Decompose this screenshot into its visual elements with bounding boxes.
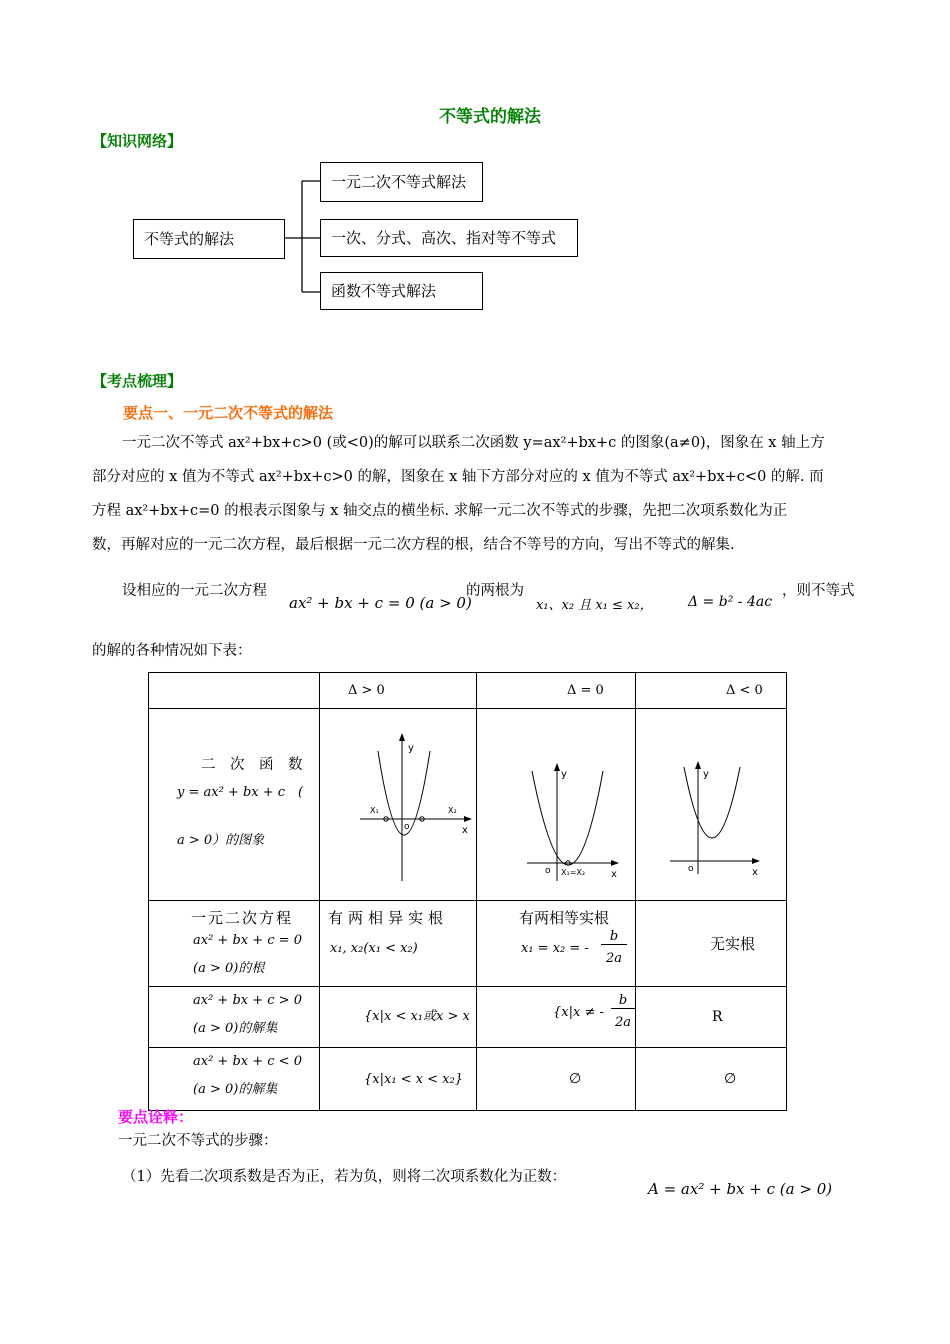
gt-solution-double-root <box>477 987 636 1048</box>
graph-cell-double-root <box>477 709 636 901</box>
row-label-gt <box>149 987 320 1048</box>
x-arrow <box>611 860 619 866</box>
row2-label-b: ax² + bx + c = 0 <box>193 933 302 948</box>
notes-line2-equation: A = ax² + bx + c (a > 0) <box>648 1180 833 1198</box>
branch-label-2: 一次、分式、高次、指对等不等式 <box>331 228 557 247</box>
frac-den: 2a <box>605 951 623 966</box>
para2-delta: Δ = b² - 4ac <box>688 594 773 610</box>
row3-c2: {x|x ≠ - <box>553 1005 604 1020</box>
row2-c1-b: x₁, x₂(x₁ < x₂) <box>330 941 418 956</box>
row-label-lt <box>149 1048 320 1111</box>
row4-c2: ∅ <box>569 1071 582 1087</box>
root-label: 不等式的解法 <box>144 229 235 248</box>
row2-c2-b: x₁ = x₂ = - <box>521 941 589 956</box>
row3-label-b: (a > 0)的解集 <box>193 1021 278 1036</box>
x-label: x <box>611 869 617 880</box>
para2-equation: ax² + bx + c = 0 (a > 0) <box>289 594 472 612</box>
para2-suffix: ，则不等式 <box>782 583 855 599</box>
frac-num-2: b <box>611 993 635 1009</box>
page-title: 不等式的解法 <box>439 107 541 127</box>
notes-line1: 一元二次不等式的步骤： <box>118 1133 278 1149</box>
lt-solution-no-root <box>636 1048 787 1111</box>
row4-label-b: (a > 0)的解集 <box>193 1082 278 1097</box>
table-row-graphs <box>149 709 787 901</box>
graph-no-root <box>636 709 786 896</box>
header-delta-negative: Δ < 0 <box>636 673 787 709</box>
header-delta-zero: Δ = 0 <box>477 673 636 709</box>
tree-connectors <box>0 0 950 340</box>
y-arrow <box>554 763 560 771</box>
graph-two-roots <box>320 709 476 896</box>
origin-label: o <box>688 864 694 874</box>
row2-c3: 无实根 <box>710 935 756 953</box>
y-arrow <box>695 761 701 769</box>
y-arrow <box>399 733 405 741</box>
roots-none <box>636 901 787 987</box>
exam-points-heading: 【考点梳理】 <box>92 372 183 390</box>
x-arrow <box>464 816 472 822</box>
lt-solution-double-root <box>477 1048 636 1111</box>
row-label-graph <box>149 709 320 901</box>
header-empty <box>149 673 320 709</box>
branch-label-3: 函数不等式解法 <box>331 281 437 300</box>
para2-prefix: 设相应的一元二次方程 <box>122 583 267 599</box>
table-row-lt-solution <box>149 1048 787 1111</box>
gt-solution-two-roots <box>320 987 477 1048</box>
roots-double <box>477 901 636 987</box>
para3: 的解的各种情况如下表： <box>92 643 252 659</box>
notes-heading: 要点诠释： <box>118 1108 194 1126</box>
y-label: y <box>561 769 567 780</box>
roots-two-distinct <box>320 901 477 987</box>
row1-label-c: a > 0）的图象 <box>177 833 265 848</box>
parabola-curve <box>532 771 603 865</box>
row-label-roots <box>149 901 320 987</box>
row4-c1: {x|x₁ < x < x₂} <box>364 1071 463 1087</box>
row1-label-a: 二 次 函 数 <box>201 757 303 773</box>
y-label: y <box>408 743 414 754</box>
row3-c3: R <box>712 1009 723 1025</box>
x12-label: X₁=X₂ <box>561 868 586 877</box>
x-label: x <box>752 867 758 878</box>
frac-den-2: 2a <box>614 1015 632 1030</box>
para1-line4: 数，再解对应的一元二次方程，最后根据一元二次方程的根，结合不等号的方向，写出不等式的解集. <box>92 537 735 553</box>
x2-label: X₂ <box>448 806 457 815</box>
x-arrow <box>752 858 760 864</box>
point1-heading: 要点一、一元二次不等式的解法 <box>123 404 334 422</box>
x-label: x <box>462 825 468 836</box>
row2-label-c: (a > 0)的根 <box>193 961 265 976</box>
row4-c3: ∅ <box>724 1071 737 1087</box>
knowledge-network-heading: 【知识网络】 <box>92 132 183 150</box>
graph-double-root <box>477 709 635 896</box>
table-header-row <box>149 673 787 709</box>
table-row-roots <box>149 901 787 987</box>
origin-label: o <box>545 866 551 876</box>
row2-c2-a: 有两相等实根 <box>519 909 610 927</box>
header-delta-positive: Δ > 0 <box>320 673 477 709</box>
lt-solution-two-roots <box>320 1048 477 1111</box>
gt-solution-no-root <box>636 987 787 1048</box>
paragraph-1 <box>92 426 872 562</box>
row2-label-a: 一元二次方程 <box>191 909 294 927</box>
parabola-curve <box>684 767 740 838</box>
para2-mid: 的两根为 <box>466 583 524 599</box>
para1-line2: 部分对应的 x 值为不等式 ax²+bx+c>0 的解，图象在 x 轴下方部分对应的 x 值为不等式 ax²+bx+c<0 的解. 而 <box>92 469 824 485</box>
table-row-gt-solution <box>149 987 787 1048</box>
row2-c1-a: 有两相异实根 <box>328 909 449 927</box>
frac-num: b <box>601 929 627 945</box>
row3-c1: {x|x < x₁或x > x <box>364 1009 470 1024</box>
para1-line3: 方程 ax²+bx+c=0 的根表示图象与 x 轴交点的横坐标. 求解一元二次不等式的步骤，先把二次项系数化为正 <box>92 503 788 519</box>
row4-label-a: ax² + bx + c < 0 <box>193 1054 302 1069</box>
row3-label-a: ax² + bx + c > 0 <box>193 993 302 1008</box>
solution-table <box>148 672 787 1111</box>
graph-cell-two-roots <box>320 709 477 901</box>
branch-label-1: 一元二次不等式解法 <box>331 172 467 191</box>
graph-cell-no-root <box>636 709 787 901</box>
row1-label-b: y = ax² + bx + c ( <box>177 785 304 800</box>
origin-label: o <box>404 822 410 832</box>
x1-label: X₁ <box>370 806 379 815</box>
y-label: y <box>703 769 709 780</box>
para2-roots: x₁、x₂ 且 x₁ ≤ x₂， <box>536 598 653 613</box>
notes-line2: （1）先看二次项系数是否为正，若为负，则将二次项系数化为正数： <box>122 1169 567 1185</box>
para1-line1: 一元二次不等式 ax²+bx+c>0 (或<0)的解可以联系二次函数 y=ax²+bx+c 的图象(a≠0)，图象在 x 轴上方 <box>122 435 825 451</box>
